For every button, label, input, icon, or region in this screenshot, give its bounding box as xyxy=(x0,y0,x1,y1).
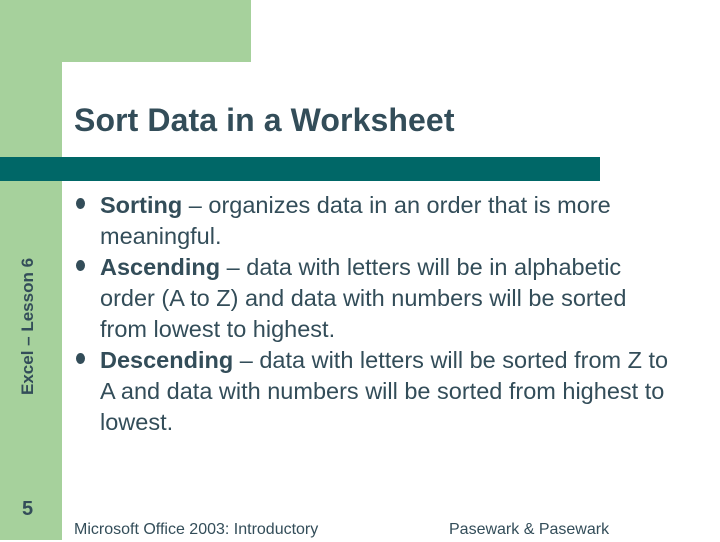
bullet-item xyxy=(74,252,674,345)
title-divider xyxy=(0,157,600,181)
slide-title: Sort Data in a Worksheet xyxy=(74,102,455,138)
bullet-text: – organizes data in an order that is more meaningful. xyxy=(100,192,611,249)
bullet-icon xyxy=(76,260,85,271)
bullet-icon xyxy=(76,353,85,364)
footer-author: Pasewark & Pasewark xyxy=(449,521,610,538)
bullet-term: Descending xyxy=(100,347,234,373)
bullet-term: Sorting xyxy=(100,192,183,218)
footer-course: Microsoft Office 2003: Introductory xyxy=(74,521,319,538)
bullet-text: – data with letters will be in alphabetic order (A to Z) and data with numbers will be sorted from lowest to highest. xyxy=(100,254,627,342)
bullet-item xyxy=(74,345,674,438)
side-lesson-label: Excel – Lesson 6 xyxy=(18,257,37,395)
bullet-term: Ascending xyxy=(100,254,221,280)
bullet-list xyxy=(74,190,674,438)
bullet-icon xyxy=(76,198,85,209)
bullet-item xyxy=(74,190,674,252)
page-number: 5 xyxy=(22,498,34,520)
bullet-text: – data with letters will be sorted from Z to A and data with numbers will be sorted from highest to lowest. xyxy=(100,347,669,435)
